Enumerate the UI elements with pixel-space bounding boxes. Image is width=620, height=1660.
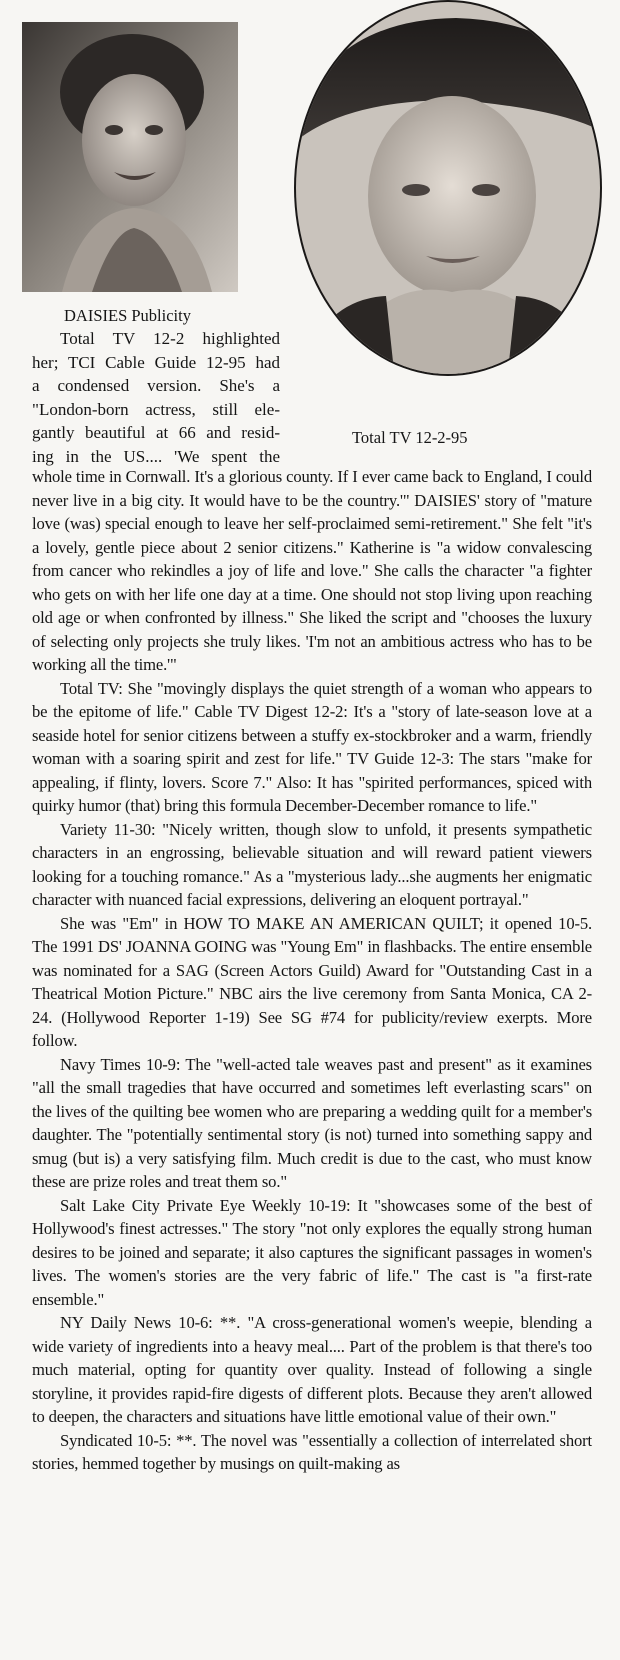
paragraph: Syndicated 10-5: **. The novel was "essentially a collection of interrelated short stories, hemmed together by musings on quilt-making as (32, 1430, 592, 1473)
paragraph: whole time in Cornwall. It's a glorious county. If I ever came back to England, I could never live in a big city. It would have to be the country.'" DAISIES' story of "mature love (was) special enough to leave her self-proclaimed semi-retirement." She felt "it's a lovely, gentle piece about 2 senior citizens." Katherine is "a widow convalescing from cancer who rekindles a joy of life and love." She calls the character "a fighter who gets on with her life one day at a time. One should not stop living upon reaching old age or when confronted by illness." She liked the script and "chooses the luxury of selecting only projects she truly likes. 'I'm not an ambitious actress who has to be working all the time.'" (32, 467, 592, 674)
paragraph: Total TV: She "movingly displays the quiet strength of a woman who appears to be the epitome of life." Cable TV Digest 12-2: It's a "story of late-season love at a seaside hotel for senior citizens between a stuffy ex-stockbroker and a warm, friendly woman with a soaring spirit and zest for life." TV Guide 12-3: The stars "make for appealing, if flinty, lovers. Score 7." Also: It has "spirited performances, spiced with quirky humor (that) bring this formula December-December romance to life." (32, 678, 592, 815)
intro-line: gantly beautiful at 66 and resid- (32, 423, 280, 442)
paragraph: NY Daily News 10-6: **. "A cross-generational women's weepie, blending a wide variety of ingredients into a heavy meal.... Part of the problem is that there's too much material, opting for quantity over quality. Instead of following a single storyline, it provides rapid-fire digests of different plots. Because they aren't allowed to deepen, the characters and situations have little emotional value of their own." (32, 1313, 592, 1426)
total-tv-photo (276, 0, 620, 390)
photo-caption-right: Total TV 12-2-95 (352, 428, 468, 447)
photo-caption-left: DAISIES Publicity (64, 306, 191, 325)
paragraph: Navy Times 10-9: The "well-acted tale weaves past and present" as it examines "all the small tragedies that have occurred and sometimes left everlasting scars" on the lives of the quilting bee women who are preparing a wedding quilt for a member's daughter. The "potentially sentimental story (is not) turned into something sappy and smug (but is) a very satisfying film. Much credit is due to the cast, who must know these are prize roles and treat them so." (32, 1054, 592, 1191)
intro-line: her; TCI Cable Guide 12-95 had (32, 352, 280, 372)
paragraph: Variety 11-30: "Nicely written, though slow to unfold, it presents sympathetic characters in an engrossing, believable situation and will reward patient viewers looking for a touching romance." As a "mysterious lady...she augments her enigmatic character with nuanced facial expressions, delivering an eloquent portrayal." (32, 819, 592, 909)
intro-column (32, 327, 280, 468)
paragraph: Salt Lake City Private Eye Weekly 10-19: It "showcases some of the best of Hollywood's finest actresses." The story "not only explores the equally strong human desires to be joined and separate; it also captures the significant passages in women's lives. The women's stories are the very fabric of life." The cast is "a first-rate ensemble." (32, 1195, 592, 1309)
intro-line: Total TV 12-2 highlighted (60, 329, 280, 348)
article-body (32, 465, 592, 1476)
publicity-photo (22, 22, 238, 292)
intro-line: "London-born actress, still ele- (32, 399, 280, 419)
paragraph: She was "Em" in HOW TO MAKE AN AMERICAN QUILT; it opened 10-5. The 1991 DS' JOANNA GOING was "Young Em" in flashbacks. The entire ensemble was nominated for a SAG (Screen Actors Guild) Award for "Outstanding Cast in a Theatrical Motion Picture." NBC airs the live ceremony from Santa Monica, CA 2-24. (Hollywood Reporter 1-19) See SG #74 for publicity/review exerpts. More follow. (32, 913, 592, 1050)
intro-line: a condensed version. She's a (32, 376, 280, 395)
intro-line: ing in the US.... 'We spent the (32, 446, 280, 466)
